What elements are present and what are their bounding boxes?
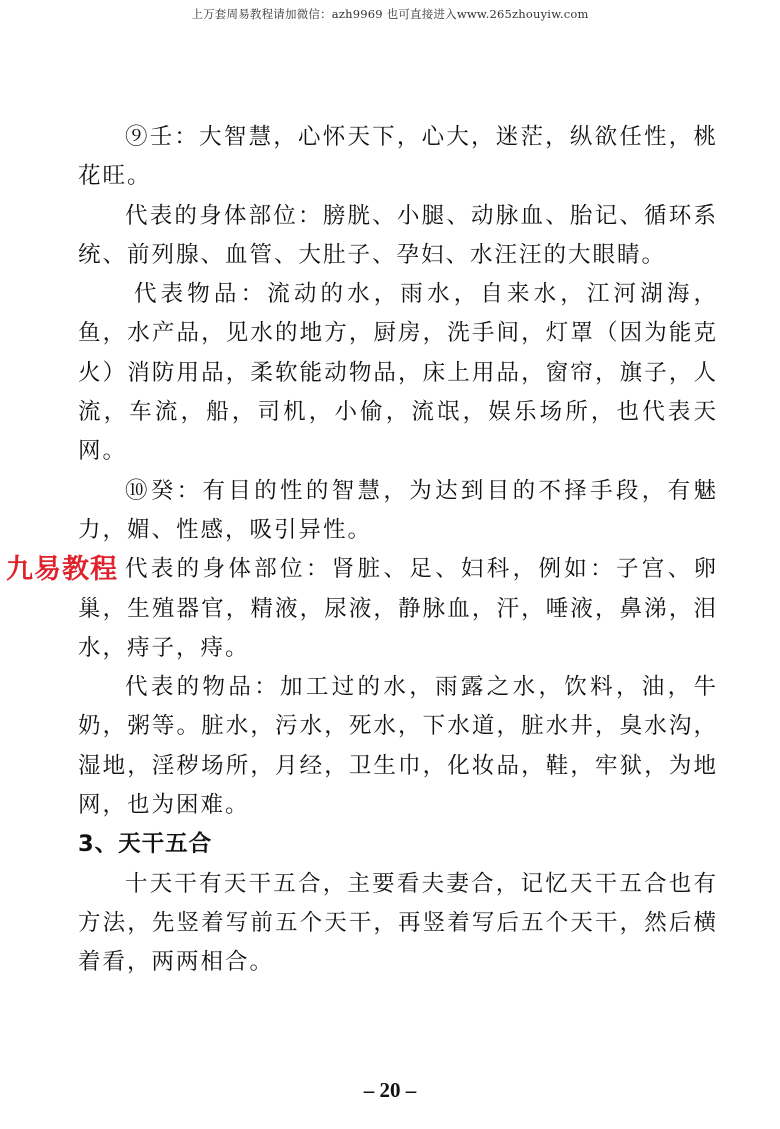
document-body [78, 118, 718, 983]
page-number: – 20 – [363, 1078, 417, 1102]
paragraph-ren-items: 代表物品：流动的水，雨水，自来水，江河湖海，鱼，水产品，见水的地方，厨房，洗手间，灯罩（因为能克火）消防用品，柔软能动物品，床上用品，窗帘，旗子，人流，车流，船，司机，小偷，流氓，娱乐场所，也代表天网。 [78, 281, 718, 465]
paragraph-five-combinations: 十天干有天干五合，主要看夫妻合，记忆天干五合也有方法，先竖着写前五个天干，再竖着写后五个天干，然后横着看，两两相合。 [78, 870, 718, 976]
paragraph-gui-items: 代表的物品：加工过的水，雨露之水，饮料，油，牛奶，粥等。脏水，污水，死水，下水道，脏水井，臭水沟，湿地，淫秽场所，月经，卫生巾，化妆品，鞋，牢狱，为地网，也为困难。 [78, 674, 718, 819]
section-heading: 3、天干五合 [78, 831, 213, 858]
watermark-logo: 九易教程 [6, 554, 118, 585]
paragraph-ren-body-parts: 代表的身体部位：膀胱、小腿、动脉血、胎记、循环系统、前列腺、血管、大肚子、孕妇、水汪汪的大眼睛。 [78, 202, 718, 268]
paragraph-gui-body-parts: 代表的身体部位：肾脏、足、妇科，例如：子宫、卵巢，生殖器官，精液，尿液，静脉血，汗，唾液，鼻涕，泪水，痔子，痔。 [78, 556, 718, 661]
paragraph-gui: ⑩癸：有目的性的智慧，为达到目的不择手段，有魅力，媚、性感，吸引异性。 [78, 477, 718, 543]
page-header-note: 上万套周易教程请加微信：azh9969 也可直接进入www.265zhouyiw.com [191, 7, 589, 21]
paragraph-ren: ⑨壬：大智慧，心怀天下，心大，迷茫，纵欲任性，桃花旺。 [78, 124, 718, 190]
